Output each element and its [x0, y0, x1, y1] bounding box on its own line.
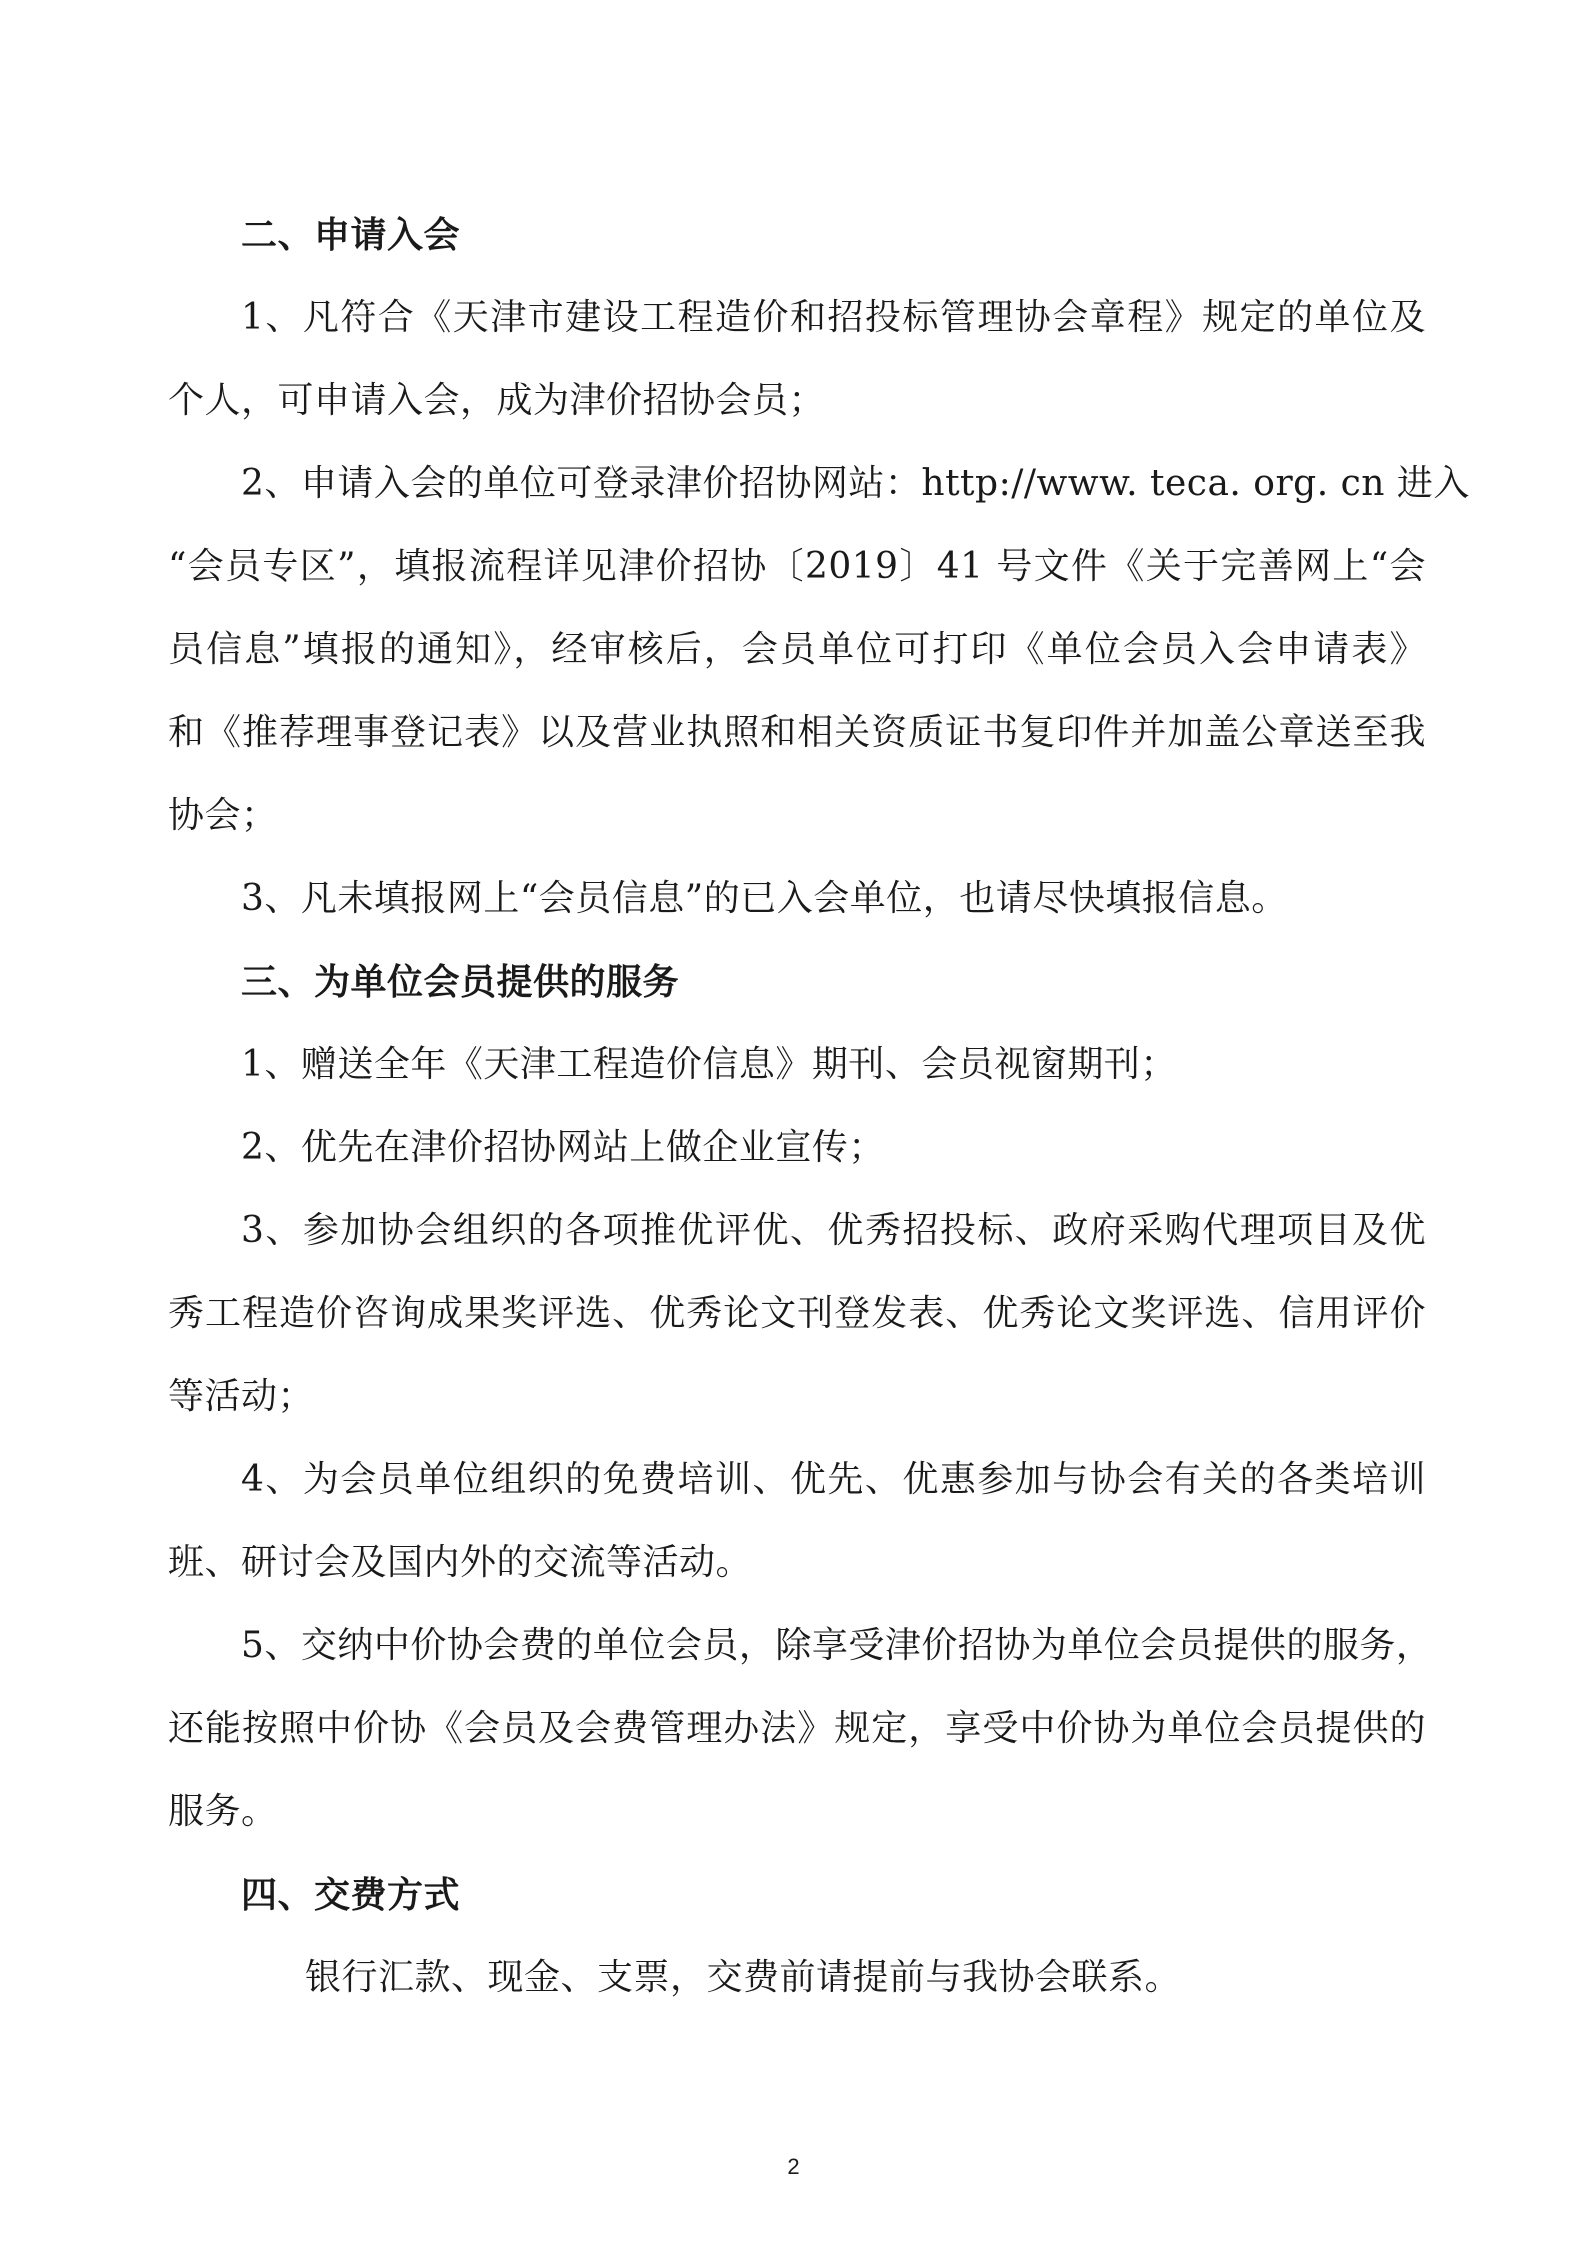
paragraph-line: “会员专区”，填报流程详见津价招协〔2019〕41 号文件《关于完善网上“会	[168, 546, 1426, 587]
paragraph-line: 还能按照中价协《会员及会费管理办法》规定，享受中价协为单位会员提供的	[168, 1708, 1426, 1749]
paragraph-line: 2、申请入会的单位可登录津价招协网站：http://www. teca. org. cn 进入	[241, 463, 1470, 504]
paragraph-line: 5、交纳中价协会费的单位会员，除享受津价招协为单位会员提供的服务，	[241, 1625, 1433, 1666]
paragraph-line: 和《推荐理事登记表》以及营业执照和相关资质证书复印件并加盖公章送至我	[168, 712, 1426, 753]
paragraph-line: 员信息”填报的通知》，经审核后，会员单位可打印《单位会员入会申请表》	[168, 629, 1426, 670]
section-heading-member-services: 三、为单位会员提供的服务	[241, 961, 680, 1003]
section-heading-payment-method: 四、交费方式	[241, 1874, 461, 1916]
paragraph-line: 个人，可申请入会，成为津价招协会员；	[168, 380, 826, 421]
page-number: 2	[787, 2154, 800, 2179]
paragraph-line: 2、优先在津价招协网站上做企业宣传；	[241, 1127, 885, 1168]
paragraph-line: 4、为会员单位组织的免费培训、优先、优惠参加与协会有关的各类培训	[241, 1459, 1426, 1500]
paragraph-line: 1、赠送全年《天津工程造价信息》期刊、会员视窗期刊；	[241, 1044, 1177, 1085]
paragraph-line: 3、参加协会组织的各项推优评优、优秀招投标、政府采购代理项目及优	[241, 1210, 1426, 1251]
paragraph-line: 等活动；	[168, 1376, 315, 1417]
paragraph-line: 秀工程造价咨询成果奖评选、优秀论文刊登发表、优秀论文奖评选、信用评价	[168, 1293, 1426, 1334]
paragraph-line: 班、研讨会及国内外的交流等活动。	[168, 1542, 753, 1583]
section-heading-apply-membership: 二、申请入会	[241, 214, 461, 256]
paragraph-line: 服务。	[168, 1791, 278, 1832]
paragraph-line: 3、凡未填报网上“会员信息”的已入会单位，也请尽快填报信息。	[241, 878, 1288, 919]
paragraph-line: 协会；	[168, 795, 278, 836]
paragraph-line: 1、凡符合《天津市建设工程造价和招投标管理协会章程》规定的单位及	[241, 297, 1426, 338]
paragraph-line: 银行汇款、现金、支票，交费前请提前与我协会联系。	[305, 1957, 1182, 1998]
